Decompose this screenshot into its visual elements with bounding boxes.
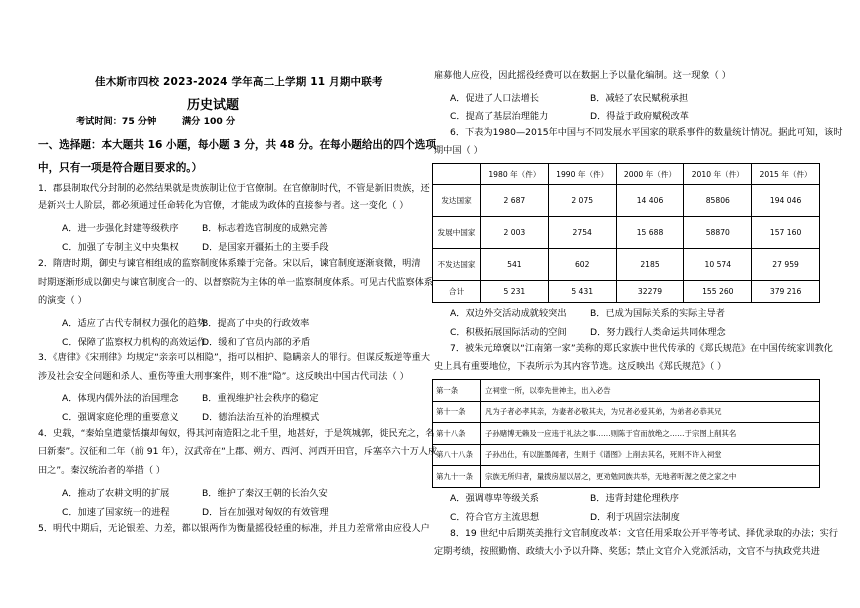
table-row	[433, 217, 820, 249]
table-6-cell: 2 075	[548, 185, 616, 217]
table-row	[433, 380, 820, 402]
q7-option-a[interactable]: A．强调尊卑等级关系	[450, 493, 539, 504]
table-6-cell: 155 260	[684, 281, 752, 303]
table-7-value: 宗族无所归者，量拨房屋以居之，更劝勉同族共举，无地者听渥之使之家之中	[481, 466, 820, 488]
q1-option-a[interactable]: A．进一步强化封建等级秩序	[62, 223, 179, 234]
table-6-cell: 541	[481, 249, 549, 281]
page-subtitle: 历史试题	[187, 98, 240, 113]
table-6-cell: 58870	[684, 217, 752, 249]
q2-option-c[interactable]: C．保障了监察权力机构的高效运作	[62, 337, 207, 348]
table-6-cell: 5 431	[548, 281, 616, 303]
q6-option-c[interactable]: C．积极拓展国际活动的空间	[450, 327, 567, 338]
question-7-line-1: 7．被朱元璋褒以“江南第一家”美称的郑氏家族中世代传承的《郑氏规范》在中国传统家训教化	[450, 343, 833, 354]
table-6-cell: 2185	[616, 249, 684, 281]
question-6-line-1: 6．下表为1980—2015年中国与不同发展水平国家的联系事件的数量统计情况。据此可知，该时	[450, 127, 843, 138]
table-6-cell: 85806	[684, 185, 752, 217]
q7-option-d[interactable]: D．利于巩固宗法制度	[590, 512, 680, 523]
table-row	[433, 249, 820, 281]
q6-option-b[interactable]: B．已成为国际关系的实际主导者	[590, 308, 725, 319]
table-row	[433, 281, 820, 303]
q3-option-b[interactable]: B．重视维护社会秩序的稳定	[202, 393, 319, 404]
table-6-header-cell: 2015 年（件）	[752, 164, 820, 185]
full-score: 满分 100 分	[182, 116, 236, 127]
table-row	[433, 444, 820, 466]
q1-option-d[interactable]: D．是国家开疆拓土的主要手段	[202, 242, 329, 253]
table-6-cell: 2 687	[481, 185, 549, 217]
table-6-cell: 2754	[548, 217, 616, 249]
table-7-value: 凡为子者必孝其亲，为妻者必敬其夫，为兄者必爱其弟，为弟者必恭其兄	[481, 401, 820, 423]
table-7-key: 第八十八条	[433, 444, 481, 466]
q5-option-b[interactable]: B．减轻了农民赋税承担	[590, 93, 689, 104]
table-row	[433, 423, 820, 445]
table-7-value: 子孙赌博无赖及一应违于礼法之事……则陈于官而放绝之……于宗图上削其名	[481, 423, 820, 445]
question-2-line-3: 的演变（ ）	[38, 295, 87, 306]
q6-option-d[interactable]: D．努力践行人类命运共同体理念	[590, 327, 726, 338]
q6-option-a[interactable]: A．双边外交活动成就较突出	[450, 308, 567, 319]
table-6-cell: 157 160	[752, 217, 820, 249]
exam-time: 考试时间：75 分钟	[76, 116, 157, 127]
table-6-header-cell: 1980 年（件）	[481, 164, 549, 185]
table-6-cell: 合计	[433, 281, 481, 303]
page-title: 佳木斯市四校 2023-2024 学年高二上学期 11 月期中联考	[95, 76, 383, 88]
question-6-line-2: 期中国（ ）	[434, 145, 483, 156]
q7-option-b[interactable]: B．违背封建伦理秩序	[590, 493, 679, 504]
section-heading-line1: 一、选择题：本大题共 16 小题，每小题 3 分，共 48 分。在每小题给出的四个选项	[38, 139, 436, 151]
table-6-header-cell: 2000 年（件）	[616, 164, 684, 185]
q4-option-a[interactable]: A．推动了农耕文明的扩展	[62, 488, 170, 499]
q2-option-a[interactable]: A．适应了古代专制权力强化的趋势	[62, 318, 207, 329]
table-6-header-cell	[433, 164, 481, 185]
table-6-cell: 10 574	[684, 249, 752, 281]
table-6-cell: 27 959	[752, 249, 820, 281]
table-6-cell: 194 046	[752, 185, 820, 217]
q3-option-c[interactable]: C．强调家庭伦理的重要意义	[62, 412, 179, 423]
question-1-line-1: 1．郡县制取代分封制的必然结果就是贵族制让位于官僚制。在官僚制时代，不管是新旧贵族，还	[38, 183, 430, 194]
table-6-cell: 14 406	[616, 185, 684, 217]
table-row	[433, 466, 820, 488]
question-3-line-1: 3．《唐律》《宋刑律》均规定“亲亲可以相隐”，指可以相护、隐瞒亲人的罪行。但谋反叛逆等重大	[38, 352, 431, 363]
question-8-line-2: 定期考绩，按照勤惰、政绩大小予以升降、奖惩；禁止文官介入党派活动，文官不与执政党共进	[434, 546, 820, 557]
table-7-key: 第十八条	[433, 423, 481, 445]
question-4-line-2: 曰新秦”。汉征和二年（前 91 年），汉武帝在“上郡、朔方、西河、河西开田官，斥塞卒六十万人戍	[38, 446, 438, 457]
right-column	[430, 0, 860, 608]
table-6-cell: 602	[548, 249, 616, 281]
question-4-line-1: 4．史载，“秦始皇遣蒙恬攘却匈奴，得其河南造阳之北千里，地甚好，于是筑城郭，徙民充之，名	[38, 428, 435, 439]
q5-option-c[interactable]: C．提高了基层治理能力	[450, 111, 549, 122]
table-row	[433, 401, 820, 423]
question-2-line-2: 时期逐渐形成以御史与谏官制度合一的、以督察院为主体的单一监察制度体系。可见古代监察体系	[38, 277, 434, 288]
question-3-line-2: 涉及社会安全问题和杀人、重伤等重大刑事案件，则不准“隐”。这反映出中国古代司法（ ）	[38, 371, 409, 382]
table-6-cell: 15 688	[616, 217, 684, 249]
table-6-cell: 2 003	[481, 217, 549, 249]
q5-option-d[interactable]: D．得益于政府赋税改革	[590, 111, 689, 122]
question-7-line-2: 史上具有重要地位，下表所示为其内容节选。这反映出《郑氏规范》（ ）	[434, 361, 727, 372]
table-6-cell: 5 231	[481, 281, 549, 303]
section-heading-line2: 中，只有一项是符合题目要求的。）	[38, 162, 203, 174]
table-6	[432, 163, 820, 303]
question-1-line-2: 是新兴士人阶层，都必须通过任命转化为官僚，才能成为政体的直接参与者。这一变化（ ）	[38, 200, 409, 211]
q5-option-a[interactable]: A．促进了人口法增长	[450, 93, 539, 104]
question-8-line-1: 8．19 世纪中后期英美推行文官制度改革：文官任用采取公开平等考试、择优录取的办法；实行	[450, 528, 838, 539]
question-5-line-2: 雇募他人应役，因此摇役经费可以在数据上予以量化编制。这一现象（ ）	[434, 70, 731, 81]
table-6-header-cell: 1990 年（件）	[548, 164, 616, 185]
table-7-value: 子孙出仕，有以脏墨闻者，生则于《谱图》上削去其名，死则不许入祠堂	[481, 444, 820, 466]
table-6-cell: 不发达国家	[433, 249, 481, 281]
question-5-line-1: 5．明代中期后，无论银差、力差，都以银两作为衡量摇役轻重的标准，并且力差常常由应役人户	[38, 523, 430, 534]
q3-option-a[interactable]: A．体现内儒外法的治国理念	[62, 393, 179, 404]
table-row	[433, 185, 820, 217]
table-7-value: 立祠堂一所，以奉先世神主，出入必告	[481, 380, 820, 402]
table-6-cell: 379 216	[752, 281, 820, 303]
q1-option-c[interactable]: C．加强了专制主义中央集权	[62, 242, 179, 253]
table-6-cell: 发展中国家	[433, 217, 481, 249]
question-2-line-1: 2．隋唐时期，御史与谏官相组成的监察制度体系臻于完备。宋以后，谏官制度逐渐衰微，明清	[38, 258, 421, 269]
question-4-line-3: 田之”。秦汉统治者的举措（ ）	[38, 465, 166, 476]
table-6-cell: 发达国家	[433, 185, 481, 217]
table-7	[432, 379, 820, 488]
table-7-key: 第十一条	[433, 401, 481, 423]
table-6-header-row	[433, 164, 820, 185]
q2-option-d[interactable]: D．缓和了官员内部的矛盾	[202, 337, 311, 348]
q7-option-c[interactable]: C．符合官方主流思想	[450, 512, 540, 523]
q4-option-c[interactable]: C．加速了国家统一的进程	[62, 507, 170, 518]
q2-option-b[interactable]: B．提高了中央的行政效率	[202, 318, 310, 329]
table-7-key: 第九十一条	[433, 466, 481, 488]
q4-option-b[interactable]: B．维护了秦汉王朝的长治久安	[202, 488, 328, 499]
q4-option-d[interactable]: D．旨在加强对匈奴的有效管理	[202, 507, 329, 518]
table-6-cell: 32279	[616, 281, 684, 303]
q1-option-b[interactable]: B．标志着选官制度的成熟完善	[202, 223, 328, 234]
table-7-key: 第一条	[433, 380, 481, 402]
q3-option-d[interactable]: D．德治法治互补的治理模式	[202, 412, 320, 423]
table-6-header-cell: 2010 年（件）	[684, 164, 752, 185]
